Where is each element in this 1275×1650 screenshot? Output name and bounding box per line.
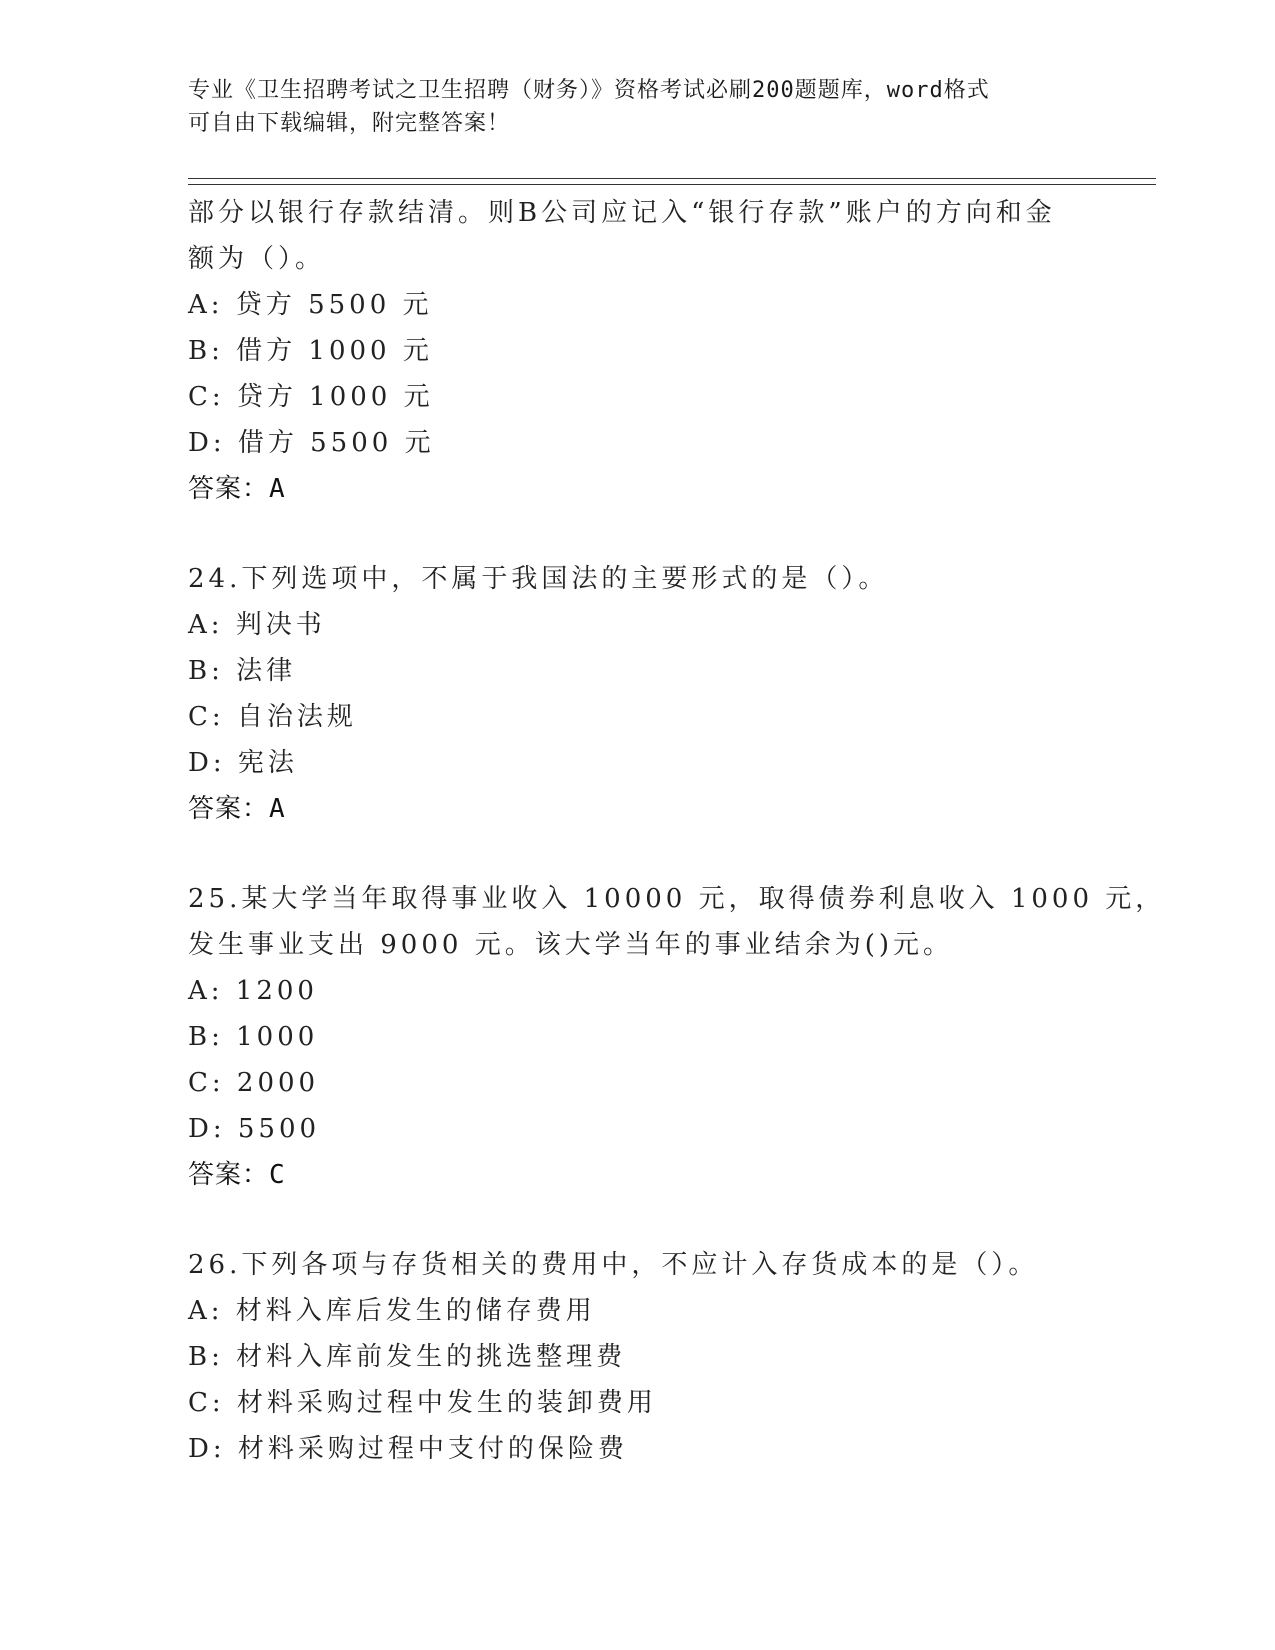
option-d: D: 借方 5500 元 [188,428,435,458]
option-b: B: 材料入库前发生的挑选整理费 [188,1342,627,1372]
option-c: C: 2000 [188,1068,320,1098]
question-stem-line: 25.某大学当年取得事业收入 10000 元，取得债券利息收入 1000 元， [188,884,1166,914]
spacer [188,1198,1088,1242]
option-c: C: 贷方 1000 元 [188,382,434,412]
page-header [188,74,1088,140]
question-stem-line: 发生事业支出 9000 元。该大学当年的事业结余为()元。 [188,930,953,960]
option-d: D: 材料采购过程中支付的保险费 [188,1434,628,1464]
question-stem-line: 额为（）。 [188,244,326,274]
header-title-line-1: 专业《卫生招聘考试之卫生招聘（财务）》资格考试必刷200题题库，word格式 [188,78,990,103]
answer-line: 答案：C [188,1160,286,1190]
question-list [188,190,1166,1472]
answer-line: 答案：A [188,794,286,824]
question-block-25 [188,876,1166,1198]
question-block-24 [188,556,1088,832]
option-a: A: 1200 [188,976,318,1006]
question-stem-line: 26.下列各项与存货相关的费用中，不应计入存货成本的是（）。 [188,1250,1039,1280]
header-divider-bottom [188,184,1156,185]
question-block-26 [188,1242,1088,1472]
answer-line: 答案：A [188,474,286,504]
question-block-continued [188,190,1088,512]
option-c: C: 自治法规 [188,702,357,732]
option-c: C: 材料采购过程中发生的装卸费用 [188,1388,657,1418]
option-a: A: 贷方 5500 元 [188,290,433,320]
option-b: B: 1000 [188,1022,319,1052]
option-b: B: 借方 1000 元 [188,336,433,366]
option-a: A: 材料入库后发生的储存费用 [188,1296,596,1326]
option-a: A: 判决书 [188,610,326,640]
question-stem-line: 24.下列选项中，不属于我国法的主要形式的是（）。 [188,564,889,594]
header-title-line-2: 可自由下载编辑，附完整答案！ [188,111,511,136]
option-b: B: 法律 [188,656,297,686]
header-divider-top [188,178,1156,179]
option-d: D: 5500 [188,1114,321,1144]
spacer [188,832,1088,876]
spacer [188,512,1088,556]
question-stem-line: 部分以银行存款结清。则B公司应记入“银行存款”账户的方向和金 [188,198,1056,228]
option-d: D: 宪法 [188,748,298,778]
